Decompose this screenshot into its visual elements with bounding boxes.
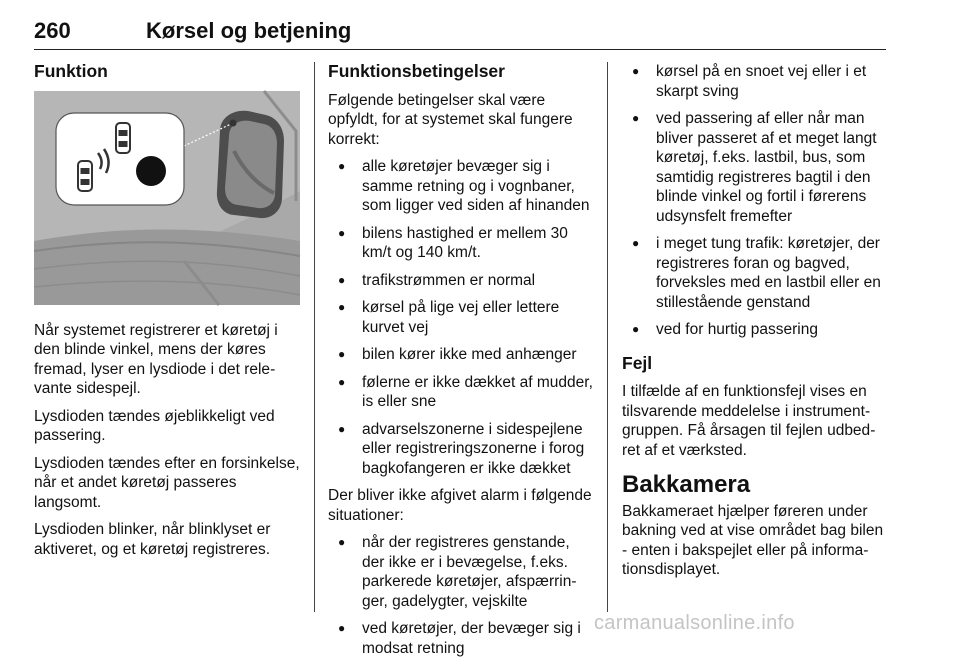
list-item: ● følerne er ikke dækket af mudder, is eller sne: [328, 373, 593, 412]
paragraph: I tilfælde af en funktionsfejl vises en tilsvarende meddelelse i instrumentgruppen. Få årsagen til fejlen udbedret af et værksted.: [622, 383, 876, 459]
section-heading-fejl: Fejl: [622, 352, 653, 373]
column-1: [34, 62, 300, 567]
list-item: ● bilen kører ikke med anhænger: [328, 345, 593, 365]
no-alarm-list: [328, 533, 593, 658]
section-heading-funktionsbetingelser: Funktionsbetingelser: [328, 61, 505, 81]
conditions-list: [328, 157, 593, 478]
list-item: ● kørsel på lige vej eller lettere kurvet vej: [328, 298, 593, 337]
section-heading-funktion: Funktion: [34, 61, 108, 81]
side-mirror-illustration: [34, 91, 300, 305]
chapter-title: Kørsel og betjening: [146, 18, 352, 43]
paragraph: Lysdioden tændes efter en forsinkelse, når et andet køretøj passeres langsomt.: [34, 454, 300, 511]
list-item: ● ved passering af eller når man bliver passeret af et meget langt køretøj, f.eks. lastbil, bus, som samtidig registreres bagtil i den blinde vinkel og fortil i førerens udsynsfelt fremefter: [622, 109, 888, 226]
list-item: ● advarselszonerne i sidespejlene eller registreringszonerne i forog bagkofangeren er ikke dækket: [328, 420, 593, 479]
no-alarm-list-continued: [622, 62, 888, 340]
list-item: ● i meget tung trafik: køretøjer, der registreres foran og bagved, forveksles med en lastbil eller en stillestående genstand: [622, 234, 888, 312]
page-header: [34, 10, 886, 50]
list-item: ● trafikstrømmen er normal: [328, 271, 593, 291]
paragraph: Lysdioden tændes øjeblikkeligt ved passering.: [34, 407, 275, 444]
page-number: 260: [34, 18, 71, 43]
list-item: ● alle køretøjer bevæger sig i samme retning og i vognbaner, som ligger ved siden af hinanden: [328, 157, 593, 216]
paragraph: Der bliver ikke afgivet alarm i følgende situationer:: [328, 487, 592, 524]
paragraph: Lysdioden blinker, når blinklyset er aktiveret, og et køretøj registreres.: [34, 521, 271, 558]
column-3: [622, 62, 888, 588]
column-divider: [314, 62, 315, 612]
section-heading-bakkamera: Bakkamera: [622, 471, 751, 498]
list-item: ● når der registreres genstande, der ikke er i bevægelse, f.eks. parkerede køretøjer, afspærringer, gadelygter, vejskilte: [328, 533, 593, 611]
paragraph: Bakkameraet hjælper føreren under bakning ved at vise området bag bilen - enten i bakspejlet eller på informationsdisplayet.: [622, 502, 884, 578]
list-item: ● bilens hastighed er mellem 30 km/t og 140 km/t.: [328, 224, 593, 263]
list-item: ● kørsel på en snoet vej eller i et skarpt sving: [622, 62, 888, 101]
paragraph: Følgende betingelser skal være opfyldt, for at systemet skal fungere korrekt:: [328, 91, 573, 148]
list-item: ● ved køretøjer, der bevæger sig i modsat retning: [328, 619, 593, 658]
watermark: carmanualsonline.info: [594, 612, 795, 634]
column-2: [328, 62, 593, 666]
column-divider: [607, 62, 608, 612]
paragraph: Når systemet registrerer et køretøj i den blinde vinkel, mens der køres fremad, lyser en lysdiode i det relevante sidespejl.: [34, 321, 278, 397]
list-item: ● ved for hurtig passering: [622, 320, 888, 340]
